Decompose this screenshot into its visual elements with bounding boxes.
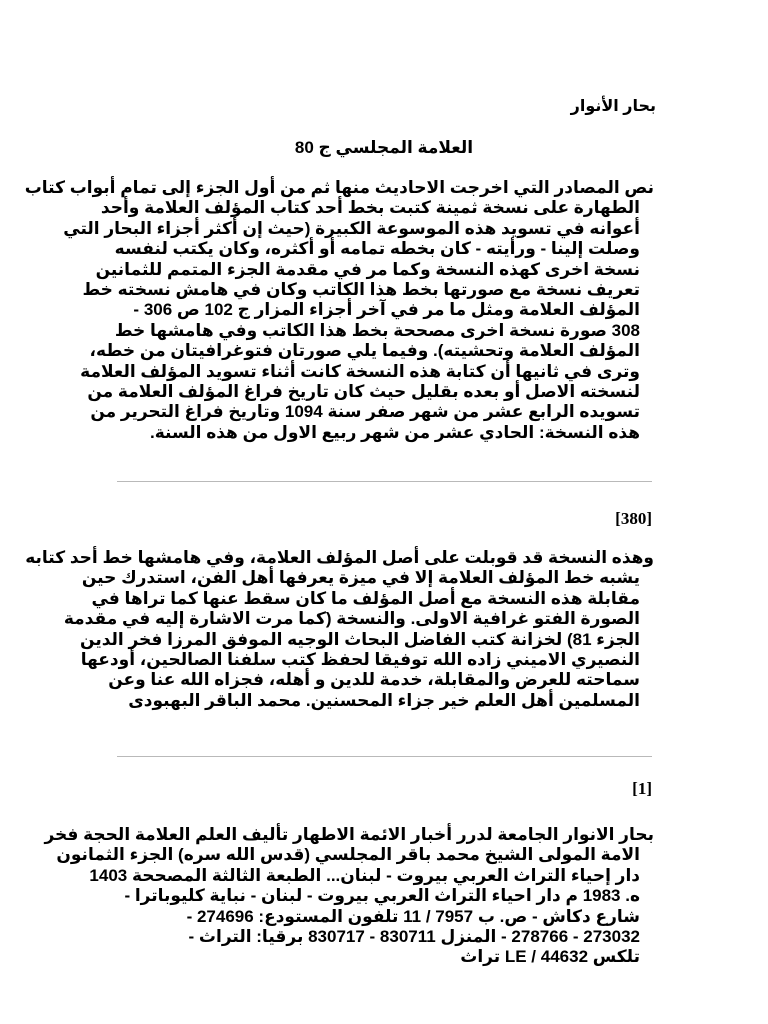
text-line: الامة المولى الشيخ محمد باقر المجلسي (قدس الله سره) الجزء الثمانون bbox=[56, 845, 640, 865]
section-divider bbox=[117, 756, 652, 757]
text-line: نص المصادر التي اخرجت الاحاديث منها ثم من أول الجزء إلى تمام أبواب كتاب bbox=[24, 178, 654, 197]
paragraph-manuscript-description bbox=[24, 178, 654, 443]
paragraph-publication-info bbox=[44, 825, 654, 968]
text-line: دار إحياء التراث العربي بيروت - لبنان... الطبعة الثالثة المصححة 1403 bbox=[89, 865, 640, 885]
text-line: 273032 - 278766 - المنزل 830711 - 830717 برقيا: التراث - bbox=[188, 927, 640, 947]
text-line: وهذه النسخة قد قوبلت على أصل المؤلف العلامة، وفي هامشها خط أحد كتابه bbox=[25, 548, 654, 567]
text-line: شارع دكاش - ص. ب 7957 / 11 تلفون المستودع: 274696 - bbox=[186, 906, 640, 926]
text-line: الطهارة على نسخة ثمينة كتبت بخط أحد كتاب المؤلف العلامة وأحد bbox=[100, 198, 640, 218]
text-line: نسخة اخرى كهذه النسخة وكما مر في مقدمة الجزء المتمم للثمانين bbox=[95, 259, 640, 279]
text-line: تعريف نسخة مع صورتها بخط هذا الكاتب وكان في هامش نسخته خط bbox=[82, 280, 640, 300]
text-line: هذه النسخة: الحادي عشر من شهر ربيع الاول من هذه السنة. bbox=[150, 422, 640, 442]
text-line: سماحته للعرض والمقابلة، خدمة للدين و أهله، فجزاه الله عنا وعن bbox=[108, 670, 640, 690]
text-line: لنسخته الاصل أو بعده بقليل حيث كان تاريخ فراغ المؤلف العلامة من bbox=[87, 382, 640, 402]
text-line: ه. 1983 م دار احياء التراث العربي بيروت - لبنان - نباية كليوباترا - bbox=[124, 886, 640, 906]
text-line: المسلمين أهل العلم خير جزاء المحسنين. محمد الباقر البهبودى bbox=[128, 690, 640, 710]
page-marker: [1] bbox=[632, 779, 652, 798]
running-head: بحار الأنوار bbox=[570, 98, 656, 115]
text-line: 308 صورة نسخة اخرى مصححة بخط هذا الكاتب وفي هامشها خط bbox=[114, 320, 640, 340]
document-title: العلامة المجلسي ج 80 bbox=[294, 138, 474, 157]
paragraph-collation-note bbox=[25, 548, 654, 711]
page-marker: [380] bbox=[615, 509, 652, 528]
text-line: وترى في ثانيها أن كتابة هذه النسخة كانت أثناء تسويد المؤلف العلامة bbox=[80, 361, 640, 381]
text-line: بحار الانوار الجامعة لدرر أخبار الائمة الاطهار تأليف العلم العلامة الحجة فخر bbox=[44, 825, 654, 844]
text-line: تلكس 44632 / LE تراث bbox=[460, 947, 640, 967]
text-line: النصيري الاميني زاده الله توفيقا لحفظ كتب سلفنا الصالحين، أودعها bbox=[80, 650, 640, 670]
text-line: يشبه خط المؤلف العلامة إلا في ميزة يعرفها أهل الفن، استدرك حين bbox=[81, 568, 640, 588]
text-line: أعوانه في تسويد هذه الموسوعة الكبيرة (حيث إن أكثر أجزاء البحار التي bbox=[63, 218, 640, 238]
text-line: المؤلف العلامة وتحشيته). وفيما يلي صورتان فتوغرافيتان من خطه، bbox=[89, 341, 640, 361]
text-line: الجزء 81) لخزانة كتب الفاضل البحاث الوجيه الموفق المرزا فخر الدين bbox=[80, 629, 640, 649]
text-line: الصورة الفتو غرافية الاولى. والنسخة (كما مرت الاشارة إليه في مقدمة bbox=[63, 609, 640, 629]
text-line: المؤلف العلامة ومثل ما مر في آخر أجزاء المزار ج 102 ص 306 - bbox=[133, 300, 640, 320]
section-divider bbox=[117, 481, 652, 482]
text-line: مقابلة هذه النسخة مع أصل المؤلف ما كان سقط عنها كما تراها في bbox=[91, 588, 640, 608]
text-line: وصلت إلينا - ورأيته - كان بخطه تمامه أو أكثره، وكان يكتب لنفسه bbox=[114, 239, 640, 259]
text-line: تسويده الرابع عشر من شهر صفر سنة 1094 وتاريخ فراغ التحرير من bbox=[90, 402, 640, 422]
